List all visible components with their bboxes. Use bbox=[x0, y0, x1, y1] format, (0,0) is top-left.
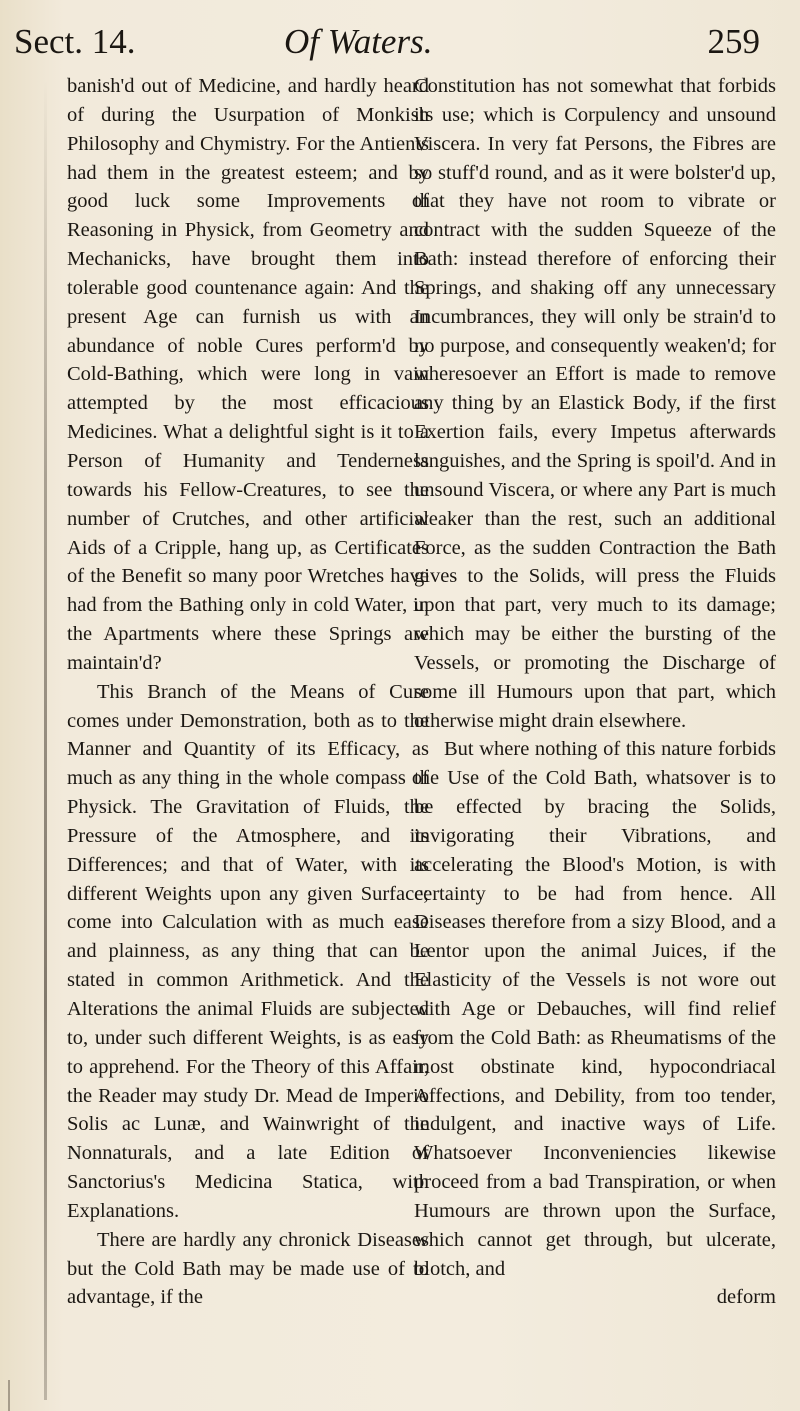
section-label: Sect. 14. bbox=[14, 22, 136, 61]
page-gutter-shadow bbox=[44, 80, 47, 1400]
page-number: 259 bbox=[707, 22, 760, 61]
paragraph: This Branch of the Means of Cure comes under Demonstration, both as to the Manner and Quantity of its Efficacy, as much as any thing in the whole compass of Physick. The Gravitation of Fluids, the Pressure of the Atmosphere, and its Differences; and that of Water, with its different Weights upon any given Surface; come into Calculation with as much ease and plainness, as any thing that can be stated in common Arithmetick. And the Alterations the animal Fluids are subjected to, under such different Weights, is as easy to apprehend. For the Theory of this Affair, the Reader may study Dr. Mead de Imperio Solis ac Lunæ, and Wainwright of the Nonnaturals, and a late Edition of Sanctorius's Medicina Statica, with Explanations. bbox=[67, 680, 429, 1222]
catchword: deform bbox=[716, 1286, 776, 1309]
page-edge-mark bbox=[8, 1380, 10, 1411]
running-title: Of Waters. bbox=[284, 22, 433, 61]
paragraph: There are hardly any chronick Diseases but the Cold Bath may be made use of to advantage, if the bbox=[67, 1228, 429, 1309]
paragraph: banish'd out of Medicine, and hardly heard of during the Usurpation of Monkish Philosophy and Chymistry. For the Antients had them in the greatest esteem; and by good luck some Improvements of Reasoning in Physick, from Geometry and Mechanicks, have brought them into tolerable good countenance again: And the present Age can furnish us with an abundance of noble Cures perform'd by Cold-Bathing, which were long in vain attempted by the most efficacious Medicines. What a delightful sight is it to a Person of Humanity and Tenderness towards his Fellow-Creatures, to see the number of Crutches, and other artificial Aids of a Cripple, hang up, as Certificates of the Benefit so many poor Wretches have had from the Bathing only in cold Water, in the Apartments where these Springs are maintain'd? bbox=[67, 75, 429, 674]
left-column bbox=[67, 72, 429, 1312]
paragraph: But where nothing of this nature forbids the Use of the Cold Bath, whatsover is to be effected by bracing the Solids, invigorating their Vibrations, and accelerating the Blood's Motion, is with certainty to be had from hence. All Diseases therefore from a sizy Blood, and a Lentor upon the animal Juices, if the Elasticity of the Vessels is not wore out with Age or Debauches, will find relief from the Cold Bath: as Rheumatisms of the most obstinate kind, hypocondriacal Affections, and Debility, from too tender, indulgent, and inactive ways of Life. Whatsoever Inconveniencies likewise proceed from a bad Transpiration, or when Humours are thrown upon the Surface, which cannot get through, but ulcerate, blotch, and bbox=[414, 738, 776, 1280]
running-header bbox=[14, 12, 760, 72]
right-column bbox=[414, 72, 776, 1312]
paragraph: Constitution has not somewhat that forbids its use; which is Corpulency and unsound Viscera. In very fat Persons, the Fibres are so stuff'd round, and as it were bolster'd up, that they have not room to vibrate or contract with the sudden Squeeze of the Bath: instead therefore of enforcing their Springs, and shaking off any unnecessary Incumbrances, they will only be strain'd to no purpose, and consequently weaken'd; for wheresoever an Effort is made to remove any thing by an Elastick Body, if the first Exertion fails, every Impetus afterwards languishes, and the Spring is spoil'd. And in unsound Viscera, or where any Part is much weaker than the rest, such an additional Force, as the sudden Contraction the Bath gives to the Solids, will press the Fluids upon that part, very much to its damage; which may be either the bursting of the Vessels, or promoting the Discharge of some ill Humours upon that part, which otherwise might drain elsewhere. bbox=[414, 75, 776, 732]
